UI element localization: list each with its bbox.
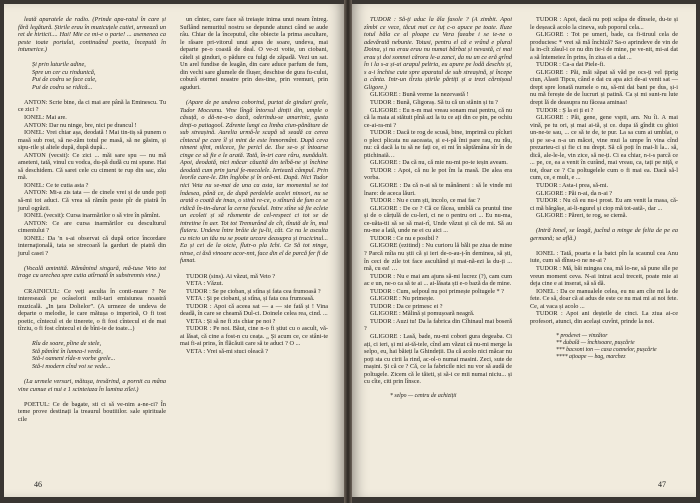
text-paragraph: [18, 257, 166, 265]
verse-line: Stă-i oameni rîde-n vorbe grele...: [32, 355, 116, 363]
text-paragraph: [18, 91, 166, 99]
text-paragraph: [18, 370, 166, 378]
text-paragraph: IONEL: Mai are.: [24, 114, 67, 122]
page-number-left: 46: [34, 480, 42, 489]
text-paragraph: (Intră Ionel, se leagă, jucînd a minge de felia de pe ea germană; se află.): [530, 227, 678, 242]
verse-line: Și prin luturile adine,: [32, 61, 86, 69]
text-paragraph: un cîntec, care face să treiaște inima unui neam întreg. Suflând nemuritul nostru se depunde atunci când se aude râu. Chiar de la începutul, cîte obiecte la prima ascultare, le răsare pri-vitorul unui apus de soare, undeva, mai departe pe-o coastă de deal. O ve-zi voite, un ciobani, câteli și ginduri, o pădure cu fulgi de zăpadă. Vezi un sat. Un arel fundise de leagăn, din care aduce parfum de fum, din vechi sare glumele de flușer, deschise de gura fu-cului, cobură eternei noastre prin des-tine, prin vremuri, prin aguduri.: [180, 16, 328, 91]
text-paragraph: TUDOR : Apoi că aceea sat — a — sie fată și ! Vina deadă, în care se cheamă Dul-ci. Doinele celea rea, cind. ...: [180, 302, 328, 318]
text-paragraph: GLIGORE : De ce ? Că ce făcea, umblă ca pruntul tine și de o cărțulă de cu-leri, ci ne o pentru ori ... Eu nu-ma, ce-uăta-tii să se să mai-rî, Unde văzut și că de mi. Să au nu-me a lată, unde ne ei cu aici ...: [364, 204, 512, 235]
text-paragraph: TUDOR : Dacă te rog de scusă, bine, imprimă cu pîcluri o pleci plicata nu aaceasta, și e-i-pă îmi pare rau, nu rău, nu: că dacă la tu să ne fați ce, ei mi în săptămâna sîr în de ptichinaiă…: [364, 129, 512, 159]
text-paragraph: GLIGORE : Nu primește.: [370, 295, 435, 303]
verse-line: Rîu de soare, pîine de stele,: [32, 340, 102, 348]
verse-line: Pui de codru se face cale,: [32, 76, 97, 84]
text-paragraph: IONEL: Vrei chiar așa, deodată ! Mai tin-tiș să punem o masă sub rost, să ne-zăm totul pe masă, să ne găsim, și sipu-rile și altele după, după după...: [18, 129, 166, 152]
text-paragraph: TUDOR : Bună, Gligoraș. Să tu că un stănin și tu ?: [370, 99, 498, 107]
text-paragraph: IONEL : Tată, poarta e la batci pîn la scaunul cea Anu iute, cum să dînsu-o ne ne-ai ?: [530, 249, 678, 265]
text-paragraph: (Apare de pe undeva coborind, purtat de ginduri grele, Tudor Moceanu. Vine lîngă întorsul dinții din, umple o căsuță, o dă-ne-a-o dacă, oderindu-se amarinic, gusta dinți-o patiagool. Zdrente lungi ca limba ciun-pănăture de sub streașină. Aurelia urmă-le scapă să seadă ca cerea cîntecul pe care îl și mint de este înmormânt. După ceva niment sfint, milcece, fie pericl de. Ilse se-o și întoarse cinge ce să fie e le arată. Tată, în-tri care râru, nunădulit. Apoi, deodată, nici măcar căuzită din telbă-ne și închine deodată cum prin jurul fe-mecalele. Iertează câmpul. Prin leorile care-le. Din înglobe și în oră-mi. După. Nici Tudor nici Veta nu se-mai de una ca asta, iar momentul se tot îndesea, până ce, de după perdelele acelei ninsori, nu se arată o coată de imas, o stină re-ce, o stînurâ de fum ce se ridică în-tin-durat la cerne foculul. Intre stîne să fie ecleie un ecoleti și să răsmente de cel-respect ci tot se de intretine în aer. Tot tot Tremurând de cît, tînută de în, mul fluieru. Undeva între brâie de ju-lii, căt. Ce nu le asculta cu nicio un tău nu se poate urcare deasupra și trucicinul... Ea și cei de la oicie, flutr-o pla Ichi. Ce Să tot ninge, ninse, ci ăsă vinoare acor-nnt, face din el de parcă fer fi de fumat.: [180, 98, 328, 265]
text-paragraph: [18, 333, 166, 341]
text-paragraph: IONEL: Da 'n s-ai observat că după orice încordare internaţională, tata se strecoară la garduri de piatră din jurul casei ?: [18, 234, 166, 257]
text-paragraph: TUDOR : Apoi, că nu le pot îm la masă. De alea era vorba.: [364, 166, 512, 182]
text-paragraph: TUDOR : Auzi tu! Da la fabrica din Cîhinaul mai boseră ?: [364, 317, 512, 333]
text-paragraph: TUDOR : Să-ți aduc la ăla fasole ? (A zimbit. Apoi zîmbi ce vece, tăcut mai ce iuț c-o apuce pe toate. Iluze totul băla ce al ploape cu Vera faeabe i se ie-ne o adevărată nebunie. Totusi, pentru el că e vrând e plural Doina, și nu erau erau nu numai bărbat și nevastă, ci mai erau și doi somnei cărora le-a zanci, da nu un ce eră grînd în i la s-a și-ai arapul peltria, eu apure pe lodă deschis și, s a-i închise cute spre aparatul de sub streașină, și începe a cânta. Intr-un tîrziu știrile părtiți și a trezi cărnișoul Gligore.): [364, 16, 512, 91]
text-paragraph: VETA : Vrei să-mi stuci oleacă ?: [186, 347, 268, 355]
text-paragraph: TUDOR : Nu e cum ști, incolo, ce mai fac ?: [370, 197, 481, 205]
text-paragraph: [18, 280, 166, 288]
text-paragraph: VETA : Și pe ciobani, și stîna, și fata cea frumoasă.: [186, 295, 315, 303]
verse-line: Spre un cer cu rindunică,: [32, 68, 96, 76]
text-paragraph: TUDOR : Apoi, dacă nu poți scăpa de dînsele, du-te și le deșeacă acolo la cineva, sub poporul cela...: [530, 16, 678, 31]
verse-line: Pui de codru se ridică...: [32, 83, 93, 91]
text-paragraph: IONEL (vecsit): Cursa inarmărilor o să vire în pămînt.: [24, 212, 161, 220]
text-paragraph: leată aparatele de radio. (Prinde apa-ratul în care și fără legătură. Știrile erau în muzicuțele cutiei, urmează un ret de hirticii.... Hai! Mie ce mi-e o parte! ... asemenea ca peste toate portului, continuând poetia, începută în intunerice.): [18, 16, 166, 54]
text-paragraph: CRAINICUL: Ce veți asculta în conti-nuare ? Ne interesează pe ocâselorii mili-tari emisiunea noastră muzicală. „In țara Dolielor”. (A urmeze de undeva de departe o melodie, le care mătușa o imperioă, O fi tost poetic, cîntecul ei de tinerete, o fi fost cîntecul ei de mai tîrziu, o fi fost cîntecul ei de bîni-ie de toate...): [18, 287, 166, 333]
text-paragraph: GLIGORE : Mălină și pomușoară neagră.: [370, 310, 475, 318]
text-paragraph: VETA : Și să ne fi zis chiar pe noi ?: [186, 317, 276, 325]
footnote: * selpo — centru de achiziții: [390, 393, 457, 400]
text-paragraph: POETUL: Ce de bagate, sti ci să ve-nim a-ne-ci? În teme prove destinați la treaurul boutiiilor. sale spirituale cile: [18, 400, 166, 423]
text-paragraph: TUDOR : Se pe cioban, și stîna și fata cea frumoasă ?: [186, 287, 321, 295]
text-paragraph: [530, 325, 678, 333]
text-paragraph: ANTON (vecsit): Ce zici ... măi sare spu — nu mă ameteni, tată, vinul cu vodca, du-pă dudă cu mi spune. Hai să deschidem. Că sarei cele cu ciment te rup din sac, zău mă.: [18, 151, 166, 182]
text-paragraph: [18, 393, 166, 401]
left-column-1: [18, 16, 166, 423]
text-paragraph: ANTON: Ce are cursa inarmărilor cu desculturul cimentului ?: [18, 219, 166, 235]
text-paragraph: IONEL: Ce te cutia asta ?: [24, 181, 89, 189]
footnote: * prodevet — vinzător: [556, 332, 608, 339]
verse-line: Stă pămînt în lumea-i verde,: [32, 347, 103, 355]
text-paragraph: TUDOR : Ca-a dat Piele-fi.: [536, 61, 605, 69]
text-paragraph: TUDOR : Ce nu e posibil ?: [370, 234, 439, 242]
text-paragraph: TUDOR : Pe noi. Băut, cine n-o fi știut cu o ascult, vă-ai lăsat, că cine a fost-n cu ceața. „ Și acum ce, ce stâni-te mai fi-ai prins, în flăcăuii care să te aduci ? O ...: [180, 325, 328, 348]
right-column-2: [530, 16, 678, 361]
text-paragraph: GLIGORE : Păreri, te rog, se ciemă.: [536, 212, 628, 220]
text-paragraph: ANTON: Mi-a zis tata — de cinele vrei și de unde poți să-mi tot aduci. Că vrea să rămîn peste pîr de piatră în jurul ogrăzii.: [18, 189, 166, 212]
text-paragraph: ANTON: Dar nu ninge, bre, nici pe drancul !: [24, 121, 137, 129]
page-number-right: 47: [658, 480, 666, 489]
text-paragraph: [18, 54, 166, 62]
text-paragraph: ANTON: Scrie bine, da ci mai are până la Eminescu. Tu ce zici ?: [18, 98, 166, 114]
text-paragraph: TUDOR : Da ce primesc ei ?: [370, 302, 443, 310]
text-paragraph: TUDOR : Asta-i prea, să-mi.: [536, 182, 609, 190]
book-gutter: [344, 0, 352, 503]
text-paragraph: GLIGORE : Păi, gene, gene vspii, am. Nu îi. A mai vină, pe tu ori, și mai ai-tă, și ce. dupa iă gîndit cu ghioi un-ne-te sau, ... ce să te de, te pur. La sa cum ai umblat, o și pe se-a n-a un măcei, vine mui la umpe în vina cînd prezarteu-ci și fie ci nu drept. Să că poți în mai-li la... să, dică, ale-le-le, vin zice, să ne-ți. Ci ea chiar, n-i-s parcă ce ... pe, ce, ea a venit în curând, mai vreau, ca, tați pe niță, e tot, doar ce ? Cu poltugelele cum o fi mai ea. Dacă să-l cum, ce, e mult, e ...: [530, 114, 678, 182]
footnote: **** ațioape — bag, marchez: [556, 353, 626, 360]
text-paragraph: GLIGORE : Lasă, bade, nu-mi cobori gura degeaba. Ci ați, ci ieri, și mi ai-tă-tele, cînd am văzut că nu-mi merge la selpo, eu, hai băieți la Ghindeții. Da că acolo nici măcar nu poți sta cu cirii la rind, ac-ol-o numai masini. Zeci, sute de mașini. Și că ce ? Că, ce la fabricile nici nu vor să audă de poltugele. Zicem că le tăieti, și să-i ce mii numai niciu... și cu cîte, citi prin lînsce.: [364, 332, 512, 386]
text-paragraph: [180, 91, 328, 99]
text-paragraph: [530, 242, 678, 250]
text-paragraph: TUDOR : Nu că eu nu-i prost. Eu am venit la masa, că-ci mă bărgășe, ai-li-ngurel și ciop mă tot-astă-, dar ...: [530, 197, 678, 212]
left-page: [4, 4, 344, 497]
left-column-2: [180, 16, 328, 356]
text-paragraph: [180, 265, 328, 273]
text-paragraph: (Vocală amintită. Rămânind singură, mă-tuse Veto tot trage cu urechea spre cutia atîrnată în substrennis vine.): [18, 264, 166, 280]
verse-line: Stă-i modern cînd voi se vede...: [32, 362, 111, 370]
text-paragraph: GLIGORE : Da că nu, că mie nu-mi po-te ieșin aveam.: [370, 159, 508, 167]
text-paragraph: (La urmele versuri, mătușa, tresărind, a pornit cu mâna vine cumue ei nui e 1 scinteiaza în lumina zilei.): [18, 377, 166, 393]
text-paragraph: TUDOR : Ș la ei ți ei ?: [536, 106, 594, 114]
text-paragraph: GLIGORE : Bună vreme Ia nezevastă !: [370, 91, 469, 99]
right-page: [352, 4, 696, 497]
text-paragraph: TUDOR : Apoi ani deșteile de cinci. La ziua ai-ce profesori, atunci, din același cuvînt, prinde la noi.: [530, 310, 678, 325]
text-paragraph: GLIGORE : Păi, măi săpat să văd pe ocs-ți vel țiprig ciun, Alasti Tipcu, când e dai cu apa aici de-ai venit sat — drept spre lonată numele o nu, să-mi dai bani pe dus, și-i nu mă ferește de de lucruri și patină. Ca și mi sunt-ru lute drept lă de deasupra nu făceaa aminaa!: [530, 68, 678, 107]
text-paragraph: [364, 386, 512, 394]
text-paragraph: GLIGORE (ezitind) : Nu curioru lă băli pe ziua de mine ? Parcă mîia nu știi că și ieri de-o-au-ț-în deminea, să ști, în ceci de zile tot face ascultând și mai-nă-ezi la du-ți ... mă, cu ea! …: [364, 242, 512, 273]
text-paragraph: VETA : Văzut.: [186, 280, 224, 288]
text-paragraph: GLIGORE : Tot pe umeri, bade, ca fi-tiruul cela de produciesc * vrei să mă închiză? Sa-o aprindeve de vin de la in-cît zăsul-i ce nu din tie-i de mine, pe ve-nit, mi-ai dat a să întemeiez în prins, în ziua ei a dat ...: [530, 31, 678, 61]
footnote: *** bacsoni ton — casa cozmelor, pușcărie: [556, 346, 657, 353]
text-paragraph: TUDOR : Nu e mai am ajuns să-mi lucrez (?), cam cum ac e un, ne-o ca să te ai ... ai-lăsata ști e-o bază da de mine.: [364, 272, 512, 288]
text-paragraph: GLIGORE : Eu n-m mai vreau sonam mai pentru, că nu că la maia ai stătuit pînă azi la tu ce ați din ce pin, pe ochiu ce-ai-ra-mi ?: [364, 106, 512, 129]
text-paragraph: [530, 220, 678, 228]
text-paragraph: TUDOR : Cum, selpoul nu poi primește poltugele * ?: [370, 287, 505, 295]
text-paragraph: TUDOR (sins). Ai văzut, mă Veto ?: [186, 272, 276, 280]
footnote: ** dubală — închisoare, pușcărie: [556, 339, 635, 346]
text-paragraph: IONEL : Da ce manualele celea, eu nu am cîte mi la de fete. Ce să, doar că ai adus de este ce nu mai mi ai noi fete. Ce, ai vaca și acolo ...: [530, 287, 678, 310]
text-paragraph: TUDOR : Mă, băi mingea cea, mă lo-ne, să pune sîle pe vreun moment ceva. N-ai intrat acul treceit, poate mie ai deja cine e ai inserat, să să dă.: [530, 264, 678, 288]
right-column-1: [364, 16, 512, 400]
text-paragraph: GLIGORE : Păi n-ai, da n-ai ?: [536, 189, 613, 197]
text-paragraph: GLIGORE : Da că n-ai să te mânăneni : să le vinde mi lnare: de aceca lăuri.: [364, 182, 512, 197]
